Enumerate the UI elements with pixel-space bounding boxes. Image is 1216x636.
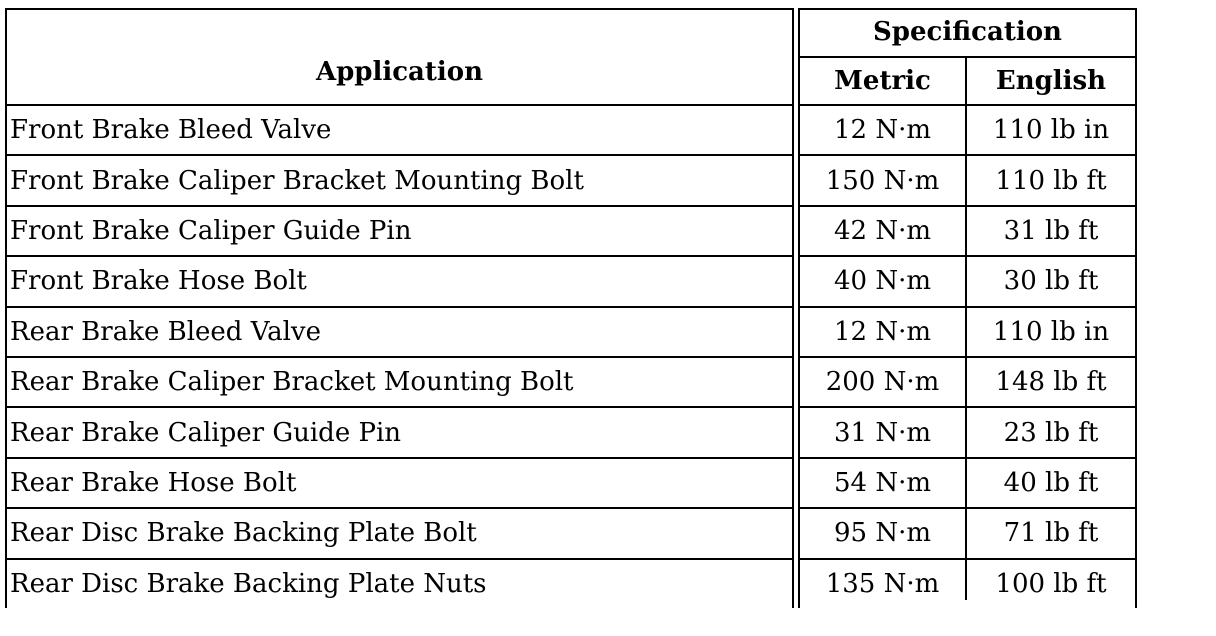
header-application: Application [315, 57, 484, 87]
table-top-border [5, 8, 792, 10]
cell-metric: 42 N·m [833, 215, 932, 246]
cell-english: 110 lb in [992, 316, 1110, 347]
cell-application: Rear Disc Brake Backing Plate Bolt [10, 518, 477, 549]
cell-english: 100 lb ft [995, 568, 1107, 599]
cell-application: Front Brake Caliper Guide Pin [10, 215, 412, 246]
application-column-right-border [792, 8, 794, 608]
cell-application: Rear Brake Caliper Guide Pin [10, 417, 402, 448]
cell-english: 40 lb ft [1003, 467, 1099, 498]
cell-metric: 135 N·m [825, 568, 940, 599]
cell-english: 31 lb ft [1003, 215, 1099, 246]
cell-english: 30 lb ft [1003, 266, 1099, 297]
cell-english: 71 lb ft [1003, 518, 1099, 549]
cell-metric: 200 N·m [825, 367, 940, 398]
table-right-border [1135, 8, 1137, 608]
cell-application: Rear Brake Caliper Bracket Mounting Bolt [10, 367, 574, 398]
cell-metric: 40 N·m [833, 266, 932, 297]
cell-metric: 95 N·m [833, 518, 932, 549]
cell-application: Rear Disc Brake Backing Plate Nuts [10, 568, 487, 599]
cell-english: 148 lb ft [995, 367, 1107, 398]
header-specification: Specification [873, 17, 1062, 47]
cell-application: Front Brake Hose Bolt [10, 266, 307, 297]
cell-english: 110 lb ft [995, 165, 1107, 196]
cell-english: 23 lb ft [1003, 417, 1099, 448]
cell-application: Front Brake Caliper Bracket Mounting Bolt [10, 165, 584, 196]
cell-application: Front Brake Bleed Valve [10, 115, 332, 146]
header-english: English [995, 66, 1107, 96]
cell-application: Rear Brake Bleed Valve [10, 316, 321, 347]
cell-metric: 12 N·m [833, 316, 932, 347]
cell-metric: 12 N·m [833, 115, 932, 146]
cell-application: Rear Brake Hose Bolt [10, 467, 297, 498]
header-metric: Metric [834, 66, 931, 96]
cell-metric: 150 N·m [825, 165, 940, 196]
cell-english: 110 lb in [992, 115, 1110, 146]
cell-metric: 54 N·m [833, 467, 932, 498]
cell-metric: 31 N·m [833, 417, 932, 448]
